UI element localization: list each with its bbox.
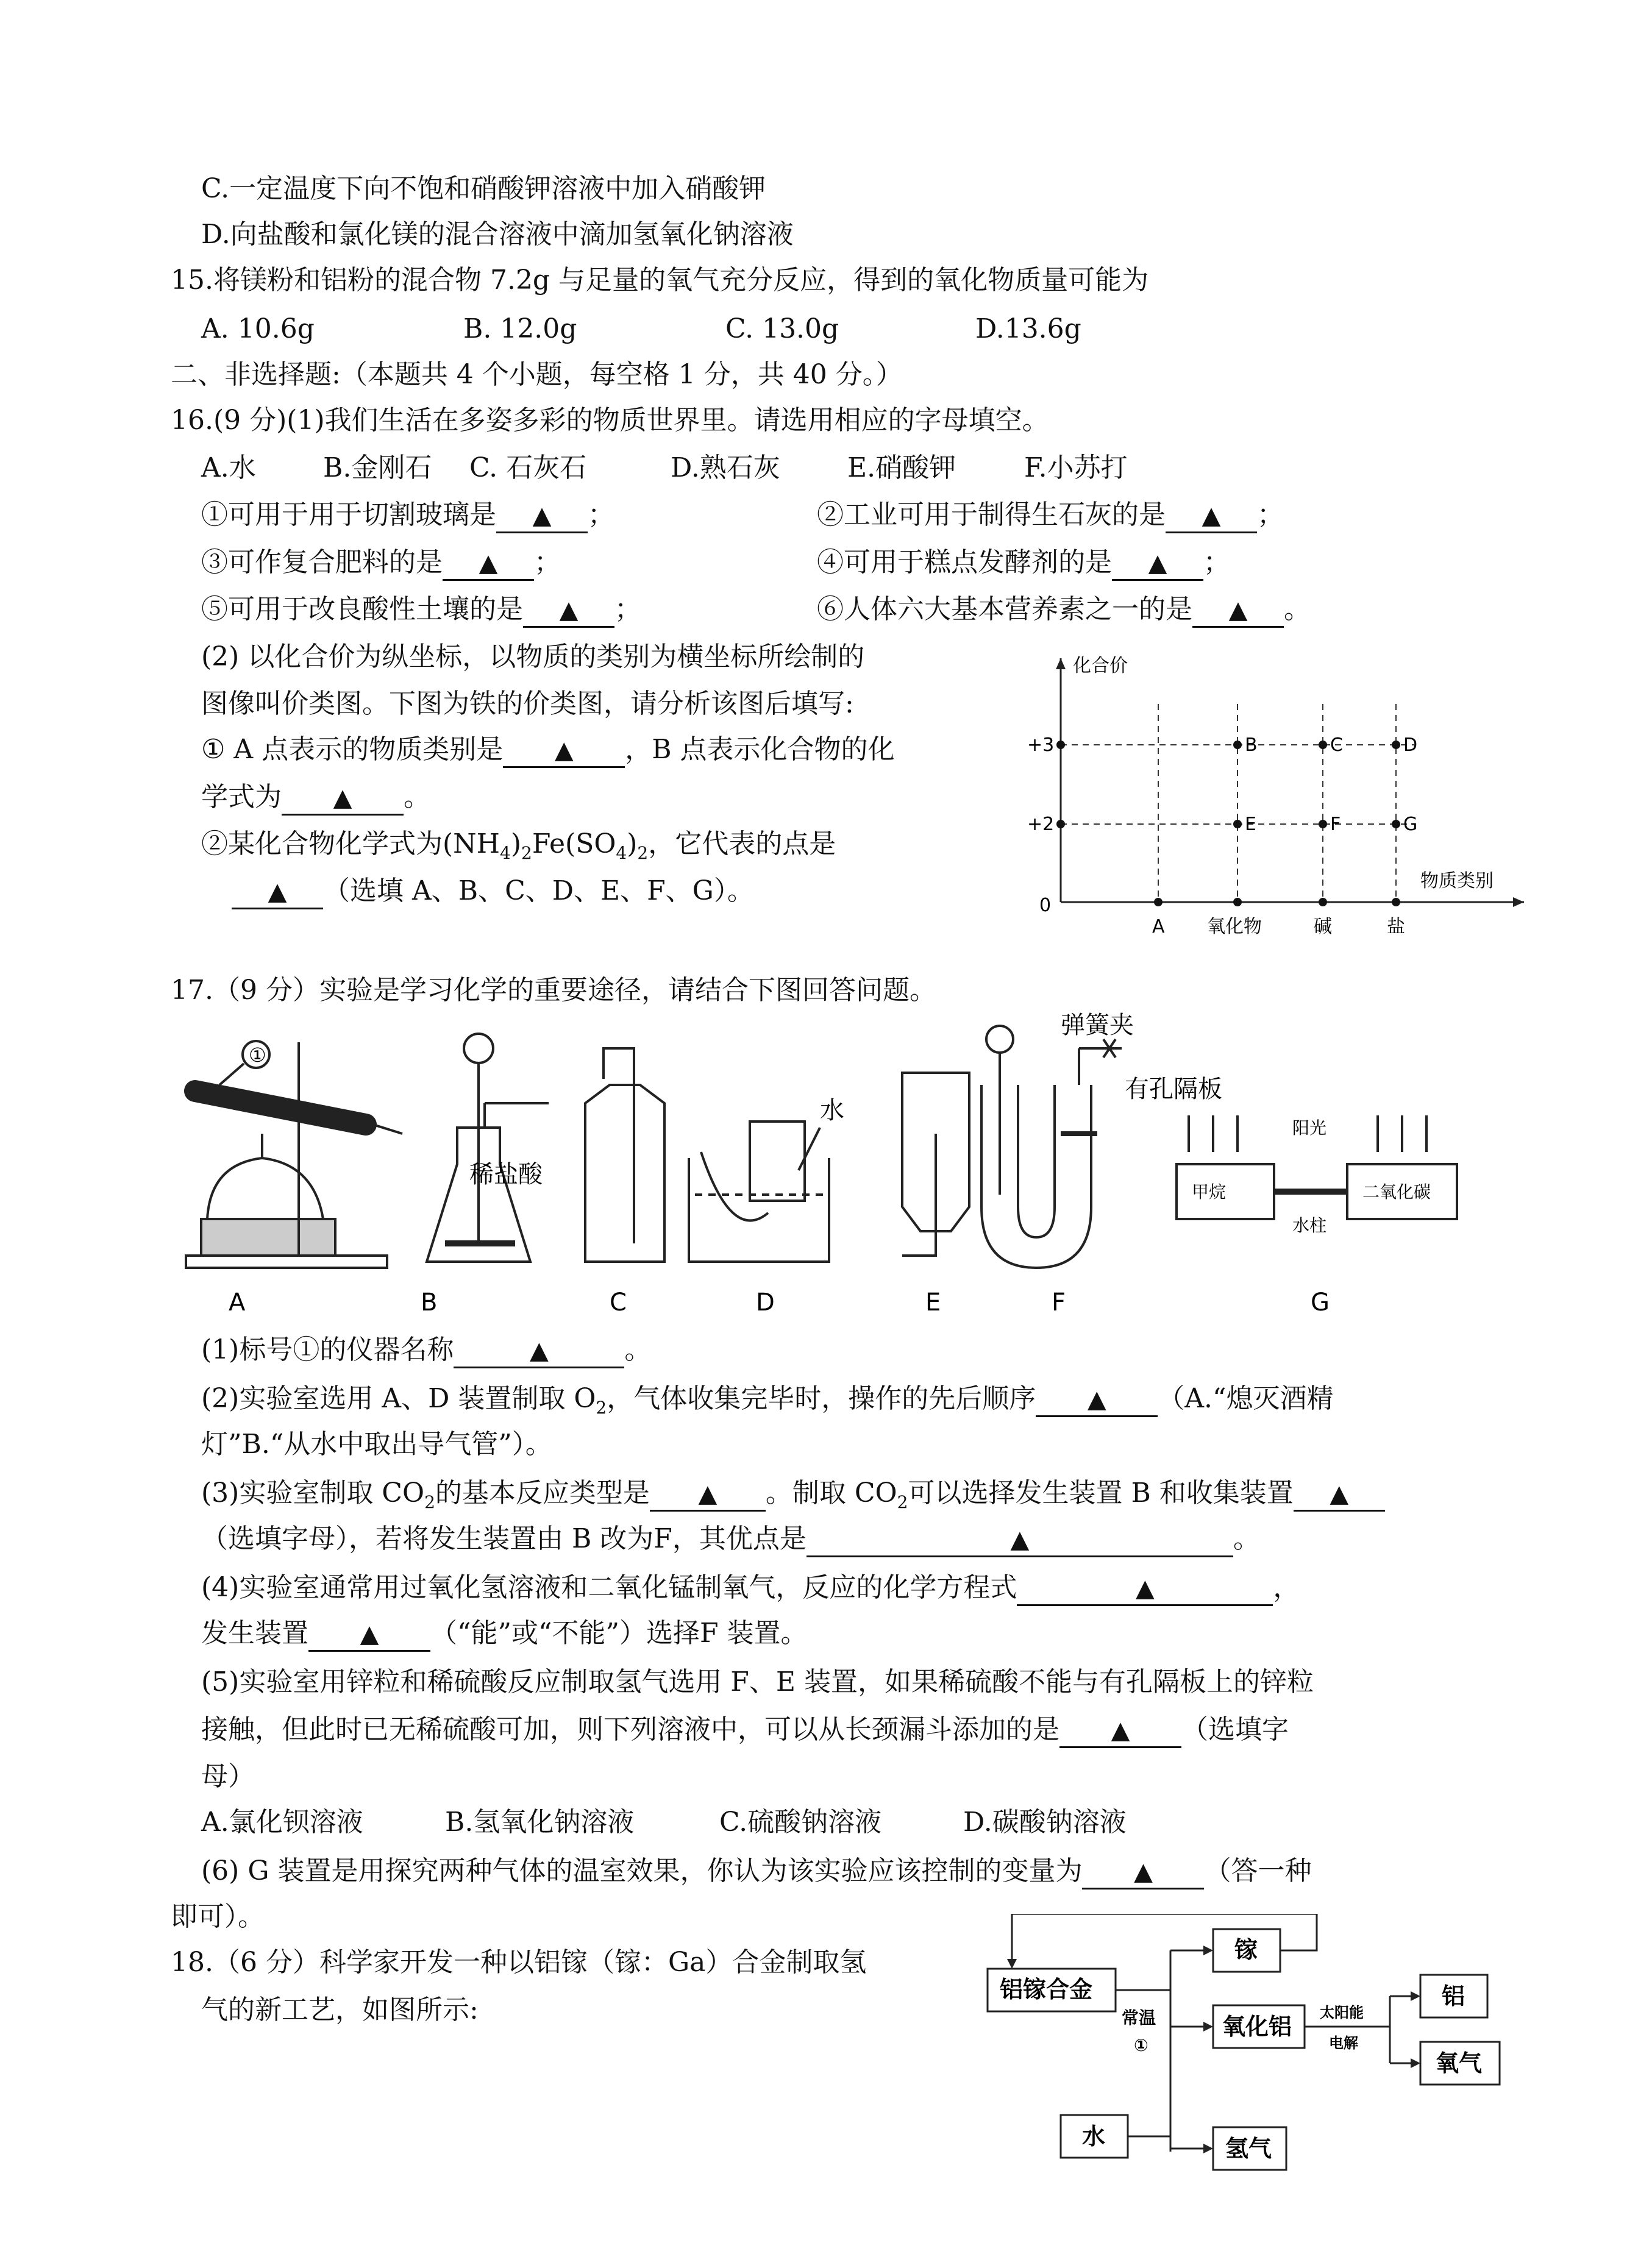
arrowhead <box>1411 1991 1420 2001</box>
point-label: B <box>1245 734 1258 756</box>
arrowhead <box>1203 2022 1213 2032</box>
q16-item-4 <box>817 544 1230 581</box>
point-e <box>1233 820 1242 828</box>
q15-option: B. 12.0g <box>463 313 577 344</box>
q15-option: A. 10.6g <box>201 313 315 344</box>
blank-mark: ▲ <box>1148 549 1167 577</box>
q16-item-2 <box>817 497 1284 533</box>
punct: 。 <box>1284 594 1311 625</box>
x-axis-label: 物质类别 <box>1420 870 1494 892</box>
answer-blank[interactable] <box>232 875 323 909</box>
subscript: 4 <box>500 842 511 863</box>
label-c: C <box>610 1289 627 1317</box>
blank-mark: ▲ <box>559 596 579 624</box>
q16-item-text: ⑤可用于改良酸性土壤的是 <box>201 594 523 625</box>
x-category: A <box>1152 916 1165 937</box>
u-tube-inner <box>1018 1085 1055 1237</box>
label-f: F <box>1052 1289 1066 1317</box>
marker-leader <box>219 1064 244 1085</box>
x-category: 氧化物 <box>1207 916 1262 937</box>
text: ) <box>627 828 638 859</box>
text: 学式为 <box>201 781 282 812</box>
text: (4)实验室通常用过氧化氢溶液和二氧化锰制氧气，反应的化学方程式 <box>201 1572 1017 1603</box>
q16-option: E.硝酸钾 <box>847 452 956 483</box>
tick-dot <box>1319 898 1327 906</box>
test-tube <box>195 1091 366 1125</box>
alcohol-lamp <box>207 1158 323 1219</box>
text: (3)实验室制取 CO <box>201 1477 425 1509</box>
q17-item-3 <box>201 1475 1385 1521</box>
blank-mark: ▲ <box>1228 596 1248 624</box>
answer-blank[interactable] <box>1059 1714 1181 1748</box>
apparatus-f <box>981 1026 1122 1268</box>
q16-part2-line1: (2) 以化合价为纵坐标，以物质的类别为横坐标所绘制的 <box>201 641 865 672</box>
blank-mark: ▲ <box>1010 1526 1030 1554</box>
y-tick-label: +3 <box>1027 734 1055 756</box>
q17-item-2 <box>201 1381 1334 1426</box>
subscript: 2 <box>521 842 532 863</box>
origin-label: 0 <box>1039 895 1052 916</box>
q16-part2-line6 <box>232 873 754 909</box>
collection-bottle <box>750 1122 805 1201</box>
arrowhead <box>1007 1959 1017 1969</box>
tick-dot <box>1056 741 1065 749</box>
q16-item-text: ⑥人体六大基本营养素之一的是 <box>817 594 1192 625</box>
water-box-label: 水 <box>1082 2123 1106 2150</box>
punct: ； <box>534 547 561 578</box>
al-label: 铝 <box>1442 1983 1465 2010</box>
arrowhead <box>1203 1946 1213 1955</box>
point-label: F <box>1330 814 1341 835</box>
q17-option: D.碳酸钠溶液 <box>963 1807 1127 1838</box>
answer-blank[interactable] <box>496 499 588 533</box>
answer-blank[interactable] <box>1017 1572 1273 1606</box>
label-g: G <box>1311 1289 1330 1317</box>
funnel-bulb-f <box>986 1026 1013 1053</box>
punct: ， <box>1273 1572 1300 1603</box>
apparatus-a <box>186 1041 402 1268</box>
q17-item-6 <box>201 1853 1311 1889</box>
blank-mark: ▲ <box>529 1337 549 1365</box>
text: ，它代表的点是 <box>648 828 836 859</box>
blank-mark: ▲ <box>1330 1480 1349 1508</box>
u-tube <box>981 1085 1091 1268</box>
q17-item-5-cont <box>201 1712 1289 1748</box>
text: （选填字 <box>1181 1714 1289 1745</box>
alloy-label: 铝镓合金 <box>1000 1976 1093 2003</box>
q18-stem-cont: 气的新工艺，如图所示: <box>201 1994 479 2025</box>
point-c <box>1319 741 1327 749</box>
q14-option-d: D.向盐酸和氯化镁的混合溶液中滴加氢氧化钠溶液 <box>201 219 794 250</box>
blank-mark: ▲ <box>1202 502 1221 530</box>
wood-block <box>201 1219 335 1256</box>
q17-item-2-cont: 灯”B.“从水中取出导气管”）。 <box>201 1429 552 1460</box>
text: 接触，但此时已无稀硫酸可加，则下列溶液中，可以从长颈漏斗添加的是 <box>201 1714 1059 1745</box>
apparatus-d <box>689 1122 829 1262</box>
text: ②某化合物化学式为(NH <box>201 828 500 859</box>
blank-mark: ▲ <box>1111 1716 1130 1744</box>
q14-option-c: C.一定温度下向不饱和硝酸钾溶液中加入硝酸钾 <box>201 173 766 204</box>
blank-mark: ▲ <box>532 502 552 530</box>
answer-blank[interactable] <box>523 594 614 628</box>
x-category: 碱 <box>1314 916 1332 937</box>
blank-mark: ▲ <box>268 878 287 906</box>
punct: ； <box>1203 547 1230 578</box>
q17-option: C.硫酸钠溶液 <box>719 1807 882 1838</box>
q16-option: C. 石灰石 <box>469 452 587 483</box>
section-2-heading: 二、非选择题:（本题共 4 个小题，每空格 1 分，共 40 分。） <box>171 359 903 390</box>
subscript: 4 <box>616 842 627 863</box>
gas-tube <box>604 1048 634 1243</box>
subscript: 2 <box>637 842 649 863</box>
q17-item-3-cont <box>201 1521 1260 1557</box>
answer-blank[interactable] <box>1082 1855 1204 1889</box>
y-axis-arrow <box>1056 658 1066 669</box>
grid-lines <box>1061 704 1414 902</box>
point-label: E <box>1245 814 1256 835</box>
answer-blank[interactable] <box>454 1334 624 1368</box>
answer-blank[interactable] <box>503 734 625 768</box>
q17-option: B.氢氧化钠溶液 <box>445 1807 635 1838</box>
spring-clip-label: 弹簧夹 <box>1061 1012 1134 1039</box>
subscript: 2 <box>424 1491 435 1512</box>
point-g <box>1392 820 1400 828</box>
point-f <box>1319 820 1327 828</box>
subscript: 2 <box>897 1491 908 1512</box>
answer-blank[interactable] <box>1294 1477 1385 1512</box>
q15-options <box>201 311 1081 347</box>
q16-item-text: ①可用于用于切割玻璃是 <box>201 499 496 530</box>
text: （选填 A、B、C、D、E、F、G）。 <box>323 875 754 906</box>
q16-part2-line5 <box>201 826 836 872</box>
funnel-bulb <box>464 1034 493 1063</box>
co2-label: 二氧化碳 <box>1362 1182 1431 1202</box>
q17-item-6-cont: 即可）。 <box>171 1901 265 1932</box>
q16-option: F.小苏打 <box>1024 452 1128 483</box>
blank-mark: ▲ <box>554 736 574 764</box>
q17-item-4 <box>201 1569 1300 1606</box>
subscript: 2 <box>596 1397 607 1418</box>
text: (6) G 装置是用探究两种气体的温室效果，你认为该实验应该控制的变量为 <box>201 1855 1083 1886</box>
answer-blank[interactable] <box>1112 547 1203 581</box>
q16-part2-line2: 图像叫价类图。下图为铁的价类图，请分析该图后填写: <box>201 688 854 719</box>
tube-e <box>902 1134 936 1256</box>
label-d: D <box>756 1289 775 1317</box>
tick-dot <box>1233 898 1242 906</box>
answer-blank[interactable] <box>1166 499 1257 533</box>
q16-item-1 <box>201 497 614 533</box>
sunlight-label: 阳光 <box>1292 1118 1327 1138</box>
blank-mark: ▲ <box>333 784 352 812</box>
text: ① A 点表示的物质类别是 <box>201 734 504 765</box>
q16-stem: 16.(9 分)(1)我们生活在多姿多彩的物质世界里。请选用相应的字母填空。 <box>171 405 1049 436</box>
text: (1)标号①的仪器名称 <box>201 1334 454 1365</box>
answer-blank[interactable] <box>443 547 534 581</box>
q17-option: A.氯化钡溶液 <box>201 1807 363 1838</box>
text: 可以选择发生装置 B 和收集装置 <box>908 1477 1294 1509</box>
x-axis-arrow <box>1513 897 1524 907</box>
ga-label: 镓 <box>1234 1936 1258 1963</box>
water-label: 水 <box>820 1097 844 1125</box>
blank-mark: ▲ <box>1087 1385 1106 1413</box>
q16-item-5 <box>201 591 641 628</box>
blank-mark: ▲ <box>479 549 498 577</box>
q16-item-6 <box>817 591 1311 628</box>
q16-options <box>201 450 1128 486</box>
punct: 。 <box>624 1334 652 1365</box>
text: ，气体收集完毕时，操作的先后顺序 <box>607 1383 1036 1414</box>
text: ) <box>510 828 522 859</box>
solar-label: 太阳能 <box>1320 2004 1364 2021</box>
q16-part2-line3 <box>201 731 895 768</box>
o2-label: 氧气 <box>1436 2050 1483 2077</box>
lab-apparatus-figure <box>183 1012 1524 1329</box>
al2o3-label: 氧化铝 <box>1222 2013 1292 2040</box>
punct: 。 <box>404 781 430 812</box>
apparatus-c <box>585 1048 664 1262</box>
q18-stem: 18.（6 分）科学家开发一种以铝镓（镓：Ga）合金制取氢 <box>171 1947 867 1978</box>
y-tick-label: +2 <box>1027 814 1055 835</box>
electrolysis-label: 电解 <box>1329 2035 1358 2052</box>
blank-mark: ▲ <box>360 1620 379 1648</box>
iron-stand-base <box>186 1256 387 1268</box>
punct: 。 <box>1233 1523 1260 1554</box>
q16-part2-line4 <box>201 779 430 816</box>
text: 发生装置 <box>201 1618 308 1649</box>
label-b: B <box>421 1289 438 1317</box>
answer-blank[interactable] <box>807 1523 1233 1557</box>
apparatus-b <box>427 1034 549 1262</box>
tick-dot <box>1392 898 1400 906</box>
text: （答一种 <box>1204 1855 1312 1886</box>
marker-label: ① <box>249 1043 266 1067</box>
text: （“能”或“不能”）选择F 装置。 <box>430 1618 808 1649</box>
blank-mark: ▲ <box>1135 1574 1155 1602</box>
q17-item-4-cont <box>201 1615 808 1652</box>
point-a <box>1154 898 1163 906</box>
water-leader <box>799 1128 820 1170</box>
text: Fe(SO <box>532 828 616 859</box>
apparatus-e <box>902 1073 969 1256</box>
q16-item-3 <box>201 544 561 581</box>
answer-blank[interactable] <box>1036 1383 1158 1417</box>
point-label: G <box>1403 814 1418 835</box>
tick-dot <box>1056 820 1065 828</box>
q15-stem: 15.将镁粉和铝粉的混合物 7.2g 与足量的氧气充分反应，得到的氧化物质量可能为 <box>171 265 1149 296</box>
punct: ； <box>1257 499 1284 530</box>
q16-item-text: ②工业可用于制得生石灰的是 <box>817 499 1166 530</box>
q17-item-1 <box>201 1332 651 1368</box>
text: (2)实验室选用 A、D 装置制取 O <box>201 1383 596 1414</box>
porous-plate-label: 有孔隔板 <box>1125 1075 1222 1103</box>
q17-item-5-cont2: 母） <box>201 1761 255 1792</box>
q16-item-text: ④可用于糕点发酵剂的是 <box>817 547 1112 578</box>
h2-label: 氢气 <box>1225 2135 1272 2162</box>
iron-valence-chart <box>1000 640 1548 951</box>
text: 的基本反应类型是 <box>435 1477 650 1509</box>
punct: ； <box>614 594 641 625</box>
q17-item-5: (5)实验室用锌粒和稀硫酸反应制取氢气选用 F、E 装置，如果稀硫酸不能与有孔隔板上的锌粒 <box>201 1666 1314 1697</box>
y-axis-label: 化合价 <box>1073 655 1128 677</box>
answer-blank[interactable] <box>282 781 404 816</box>
q17-stem: 17.（9 分）实验是学习化学的重要途径，请结合下图回答问题。 <box>171 975 936 1006</box>
point-label: C <box>1330 734 1343 756</box>
delivery-tube-d <box>701 1152 768 1221</box>
water-column-label: 水柱 <box>1292 1215 1327 1235</box>
point-b <box>1233 741 1242 749</box>
q15-option: D.13.6g <box>975 313 1081 344</box>
label-e: E <box>925 1289 941 1317</box>
arrowhead <box>1203 2144 1213 2153</box>
normal-temp-label: 常温 <box>1122 2008 1156 2028</box>
gas-bottle <box>585 1085 664 1262</box>
label-a: A <box>229 1289 246 1317</box>
blank-mark: ▲ <box>698 1480 718 1508</box>
step-label: ① <box>1134 2035 1148 2055</box>
point-label: D <box>1403 734 1418 756</box>
punct: ； <box>588 499 614 530</box>
answer-blank[interactable] <box>650 1477 766 1512</box>
q16-option: A.水 <box>201 452 256 483</box>
methane-label: 甲烷 <box>1192 1182 1227 1202</box>
answer-blank[interactable] <box>1192 594 1284 628</box>
process-flow-diagram <box>975 1914 1548 2194</box>
answer-blank[interactable] <box>308 1618 430 1652</box>
q16-item-text: ③可作复合肥料的是 <box>201 547 443 578</box>
text: （A.“熄灭酒精 <box>1158 1383 1334 1414</box>
x-category: 盐 <box>1387 916 1405 937</box>
dilute-hcl-label: 稀盐酸 <box>469 1161 543 1189</box>
blank-mark: ▲ <box>1134 1858 1153 1886</box>
q17-options <box>201 1804 1127 1841</box>
ga-recycle-line <box>1012 1914 1317 1966</box>
point-d <box>1392 741 1400 749</box>
q16-option: B.金刚石 <box>323 452 432 483</box>
q15-option: C. 13.0g <box>725 313 839 344</box>
text: （选填字母），若将发生装置由 B 改为F，其优点是 <box>201 1523 807 1554</box>
arrowhead <box>1411 2058 1420 2068</box>
text: 。制取 CO <box>765 1477 897 1509</box>
text: ，B 点表示化合物的化 <box>625 734 895 765</box>
q16-option: D.熟石灰 <box>671 452 780 483</box>
